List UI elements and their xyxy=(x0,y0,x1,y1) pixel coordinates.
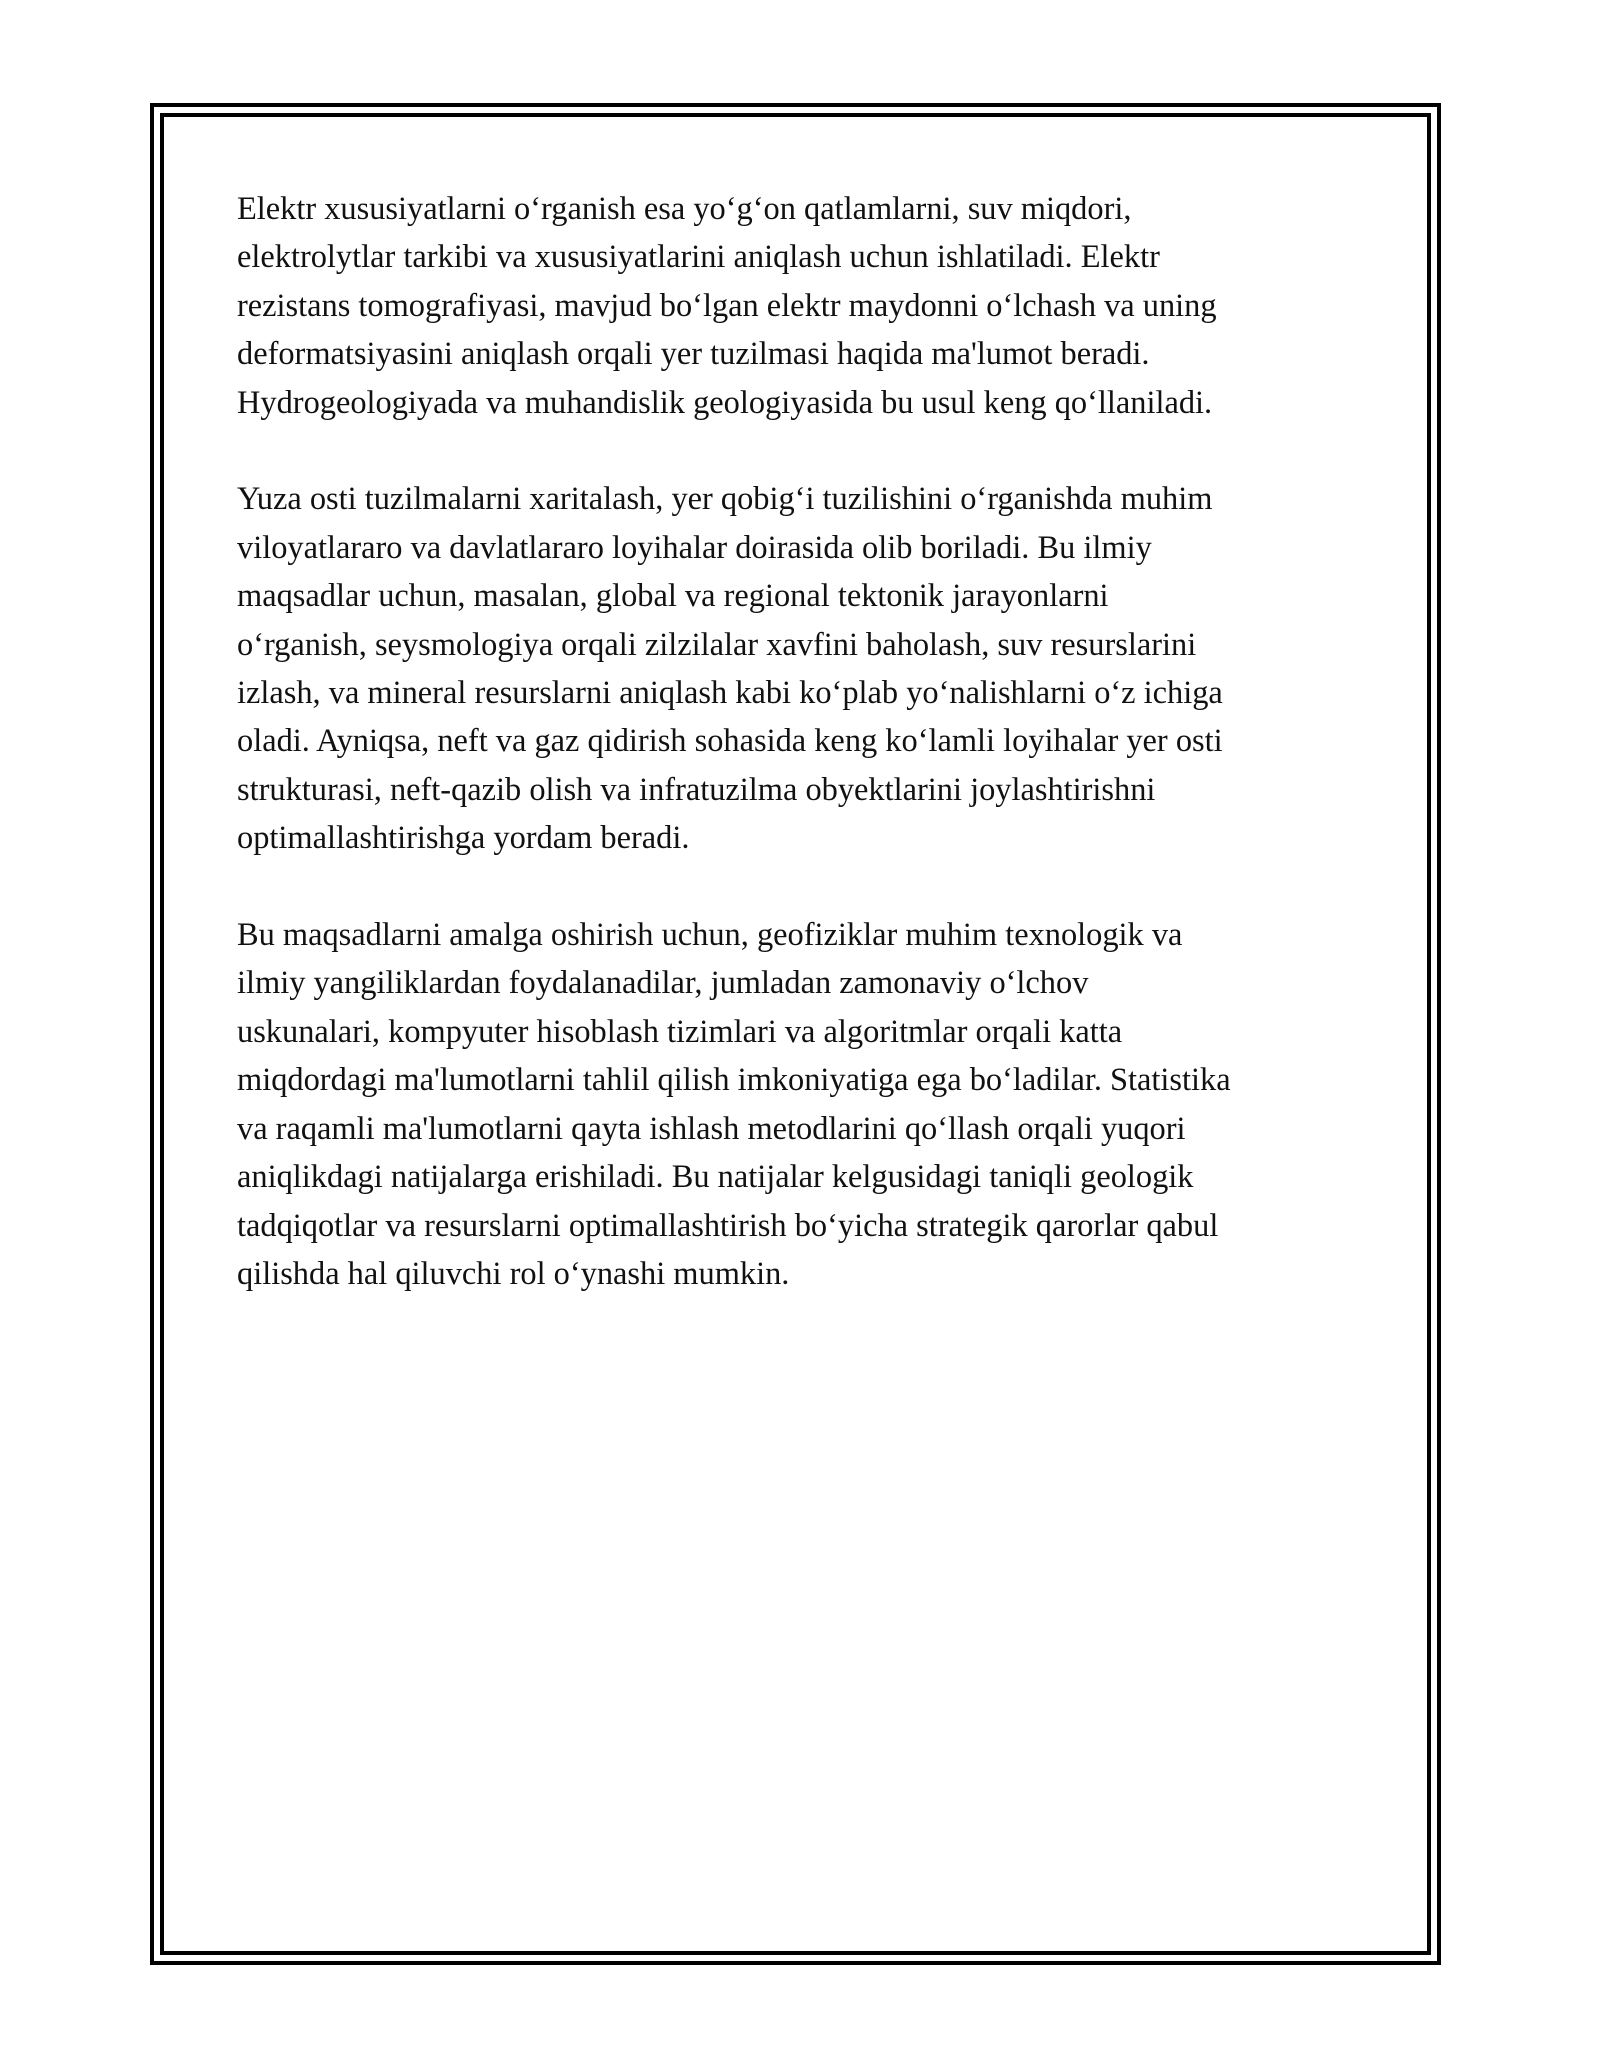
text-line: izlash, va mineral resurslarni aniqlash kabi ko‘plab yo‘nalishlarni o‘z ichiga xyxy=(237,675,1223,712)
text-line: tadqiqotlar va resurslarni optimallashtirish bo‘yicha strategik qarorlar qabul xyxy=(237,1207,1219,1244)
paragraph-3 xyxy=(237,911,1367,1298)
document-body xyxy=(237,185,1367,1347)
paragraph-2 xyxy=(237,475,1367,862)
text-line: oladi. Ayniqsa, neft va gaz qidirish sohasida keng ko‘lamli loyihalar yer osti xyxy=(237,723,1223,760)
text-line: o‘rganish, seysmologiya orqali zilzilalar xavfini baholash, suv resurslarini xyxy=(237,626,1197,663)
text-line: Yuza osti tuzilmalarni xaritalash, yer qobig‘i tuzilishini o‘rganishda muhim xyxy=(237,481,1213,518)
text-line: Elektr xususiyatlarni o‘rganish esa yo‘g‘on qatlamlarni, suv miqdori, xyxy=(237,191,1132,227)
text-line: miqdordagi ma'lumotlarni tahlil qilish imkoniyatiga ega bo‘ladilar. Statistika xyxy=(237,1062,1231,1099)
text-line: qilishda hal qiluvchi rol o‘ynashi mumkin. xyxy=(237,1255,790,1292)
text-line: uskunalari, kompyuter hisoblash tizimlari va algoritmlar orqali katta xyxy=(237,1013,1123,1050)
text-line: optimallashtirishga yordam beradi. xyxy=(237,820,690,857)
text-line: Bu maqsadlarni amalga oshirish uchun, geofiziklar muhim texnologik va xyxy=(237,917,1183,954)
text-line: aniqlikdagi natijalarga erishiladi. Bu natijalar kelgusidagi taniqli geologik xyxy=(237,1159,1194,1196)
text-line: strukturasi, neft-qazib olish va infratuzilma obyektlarini joylashtirishni xyxy=(237,771,1156,808)
text-line: elektrolytlar tarkibi va xususiyatlarini aniqlash uchun ishlatiladi. Elektr xyxy=(237,239,1160,276)
text-line: rezistans tomografiyasi, mavjud bo‘lgan elektr maydonni o‘lchash va uning xyxy=(237,287,1217,324)
text-line: ilmiy yangiliklardan foydalanadilar, jumladan zamonaviy o‘lchov xyxy=(237,965,1089,1002)
text-line: deformatsiyasini aniqlash orqali yer tuzilmasi haqida ma'lumot beradi. xyxy=(237,336,1150,373)
text-line: Hydrogeologiyada va muhandislik geologiyasida bu usul keng qo‘llaniladi. xyxy=(237,384,1213,421)
text-line: maqsadlar uchun, masalan, global va regional tektonik jarayonlarni xyxy=(237,578,1109,615)
text-line: va raqamli ma'lumotlarni qayta ishlash metodlarini qo‘llash orqali yuqori xyxy=(237,1110,1186,1147)
text-line: viloyatlararo va davlatlararo loyihalar doirasida olib boriladi. Bu ilmiy xyxy=(237,529,1152,566)
paragraph-1 xyxy=(237,185,1367,427)
